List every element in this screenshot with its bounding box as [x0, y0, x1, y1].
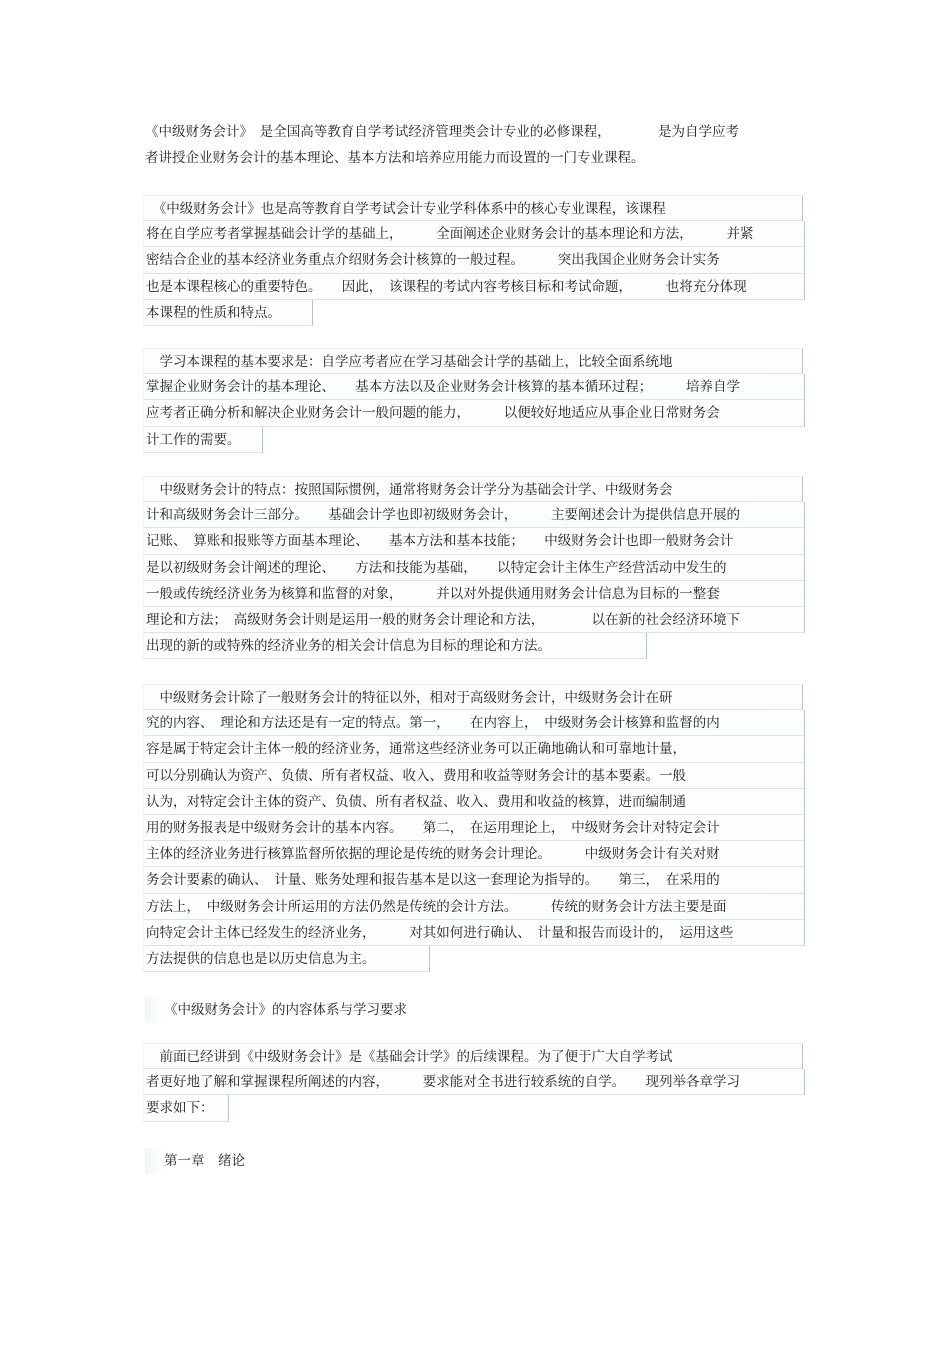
text-line: 本课程的性质和特点。 [143, 300, 313, 326]
text-line: 容是属于特定会计主体一般的经济业务，通常这些经济业务可以正确地确认和可靠地计量， [143, 736, 805, 762]
text-line: 向特定会计主体已经发生的经济业务， 对其如何进行确认、 计量和报告而设计的， 运用这些 [143, 920, 805, 946]
chapter-heading: 第一章 绪论 [145, 1148, 245, 1174]
text-line: 用的财务报表是中级财务会计的基本内容。 第二， 在运用理论上， 中级财务会计对特定会计 [143, 815, 805, 841]
paragraph-core-course [143, 195, 805, 326]
text-line: 要求如下： [143, 1095, 229, 1121]
text-line: 将在自学应考者掌握基础会计学的基础上， 全面阐述企业财务会计的基本理论和方法， 并紧 [143, 221, 805, 247]
text-line: 计工作的需要。 [143, 427, 263, 453]
intro-paragraph [145, 119, 805, 171]
text-line: 学习本课程的基本要求是：自学应考者应在学习基础会计学的基础上，比较全面系统地 [143, 348, 803, 374]
paragraph-basic-requirements [143, 348, 805, 453]
text-line: 出现的新的或特殊的经济业务的相关会计信息为目标的理论和方法。 [143, 633, 647, 659]
text-line: 认为，对特定会计主体的资产、负债、所有者权益、收入、费用和收益的核算，进而编制通 [143, 789, 805, 815]
text-line: 究的内容、 理论和方法还是有一定的特点。第一， 在内容上， 中级财务会计核算和监督的内 [143, 710, 805, 736]
text-line: 密结合企业的基本经济业务重点介绍财务会计核算的一般过程。 突出我国企业财务会计实务 [143, 247, 805, 273]
text-line: 也是本课程核心的重要特色。 因此， 该课程的考试内容考核目标和考试命题， 也将充分体现 [143, 274, 805, 300]
text-line: 理论和方法； 高级财务会计则是运用一般的财务会计理论和方法， 以在新的社会经济环境下 [143, 607, 805, 633]
paragraph-specifics [143, 684, 805, 972]
text-line: 中级财务会计除了一般财务会计的特征以外，相对于高级财务会计，中级财务会计在研 [143, 684, 803, 710]
text-line: 方法上， 中级财务会计所运用的方法仍然是传统的会计方法。 传统的财务会计方法主要是面 [143, 894, 805, 920]
text-line: 一般或传统经济业务为核算和监督的对象， 并以对外提供通用财务会计信息为目标的一整套 [143, 581, 805, 607]
text-line: 记账、 算账和报账等方面基本理论、 基本方法和基本技能； 中级财务会计也即一般财务会计 [143, 528, 805, 554]
text-line: 《中级财务会计》 是全国高等教育自学考试经济管理类会计专业的必修课程， 是为自学应考 [145, 124, 739, 140]
text-line: 中级财务会计的特点：按照国际惯例，通常将财务会计学分为基础会计学、中级财务会 [143, 476, 803, 502]
text-line: 者更好地了解和掌握课程所阐述的内容， 要求能对全书进行较系统的自学。 现列举各章学习 [143, 1069, 805, 1095]
section-heading-content-system: 《中级财务会计》的内容体系与学习要求 [145, 997, 407, 1023]
text-line: 可以分别确认为资产、负债、所有者权益、收入、费用和收益等财务会计的基本要素。一般 [143, 763, 805, 789]
text-line: 务会计要素的确认、 计量、账务处理和报告基本是以这一套理论为指导的。 第三， 在采用的 [143, 867, 805, 893]
text-line: 应考者正确分析和解决企业财务会计一般问题的能力， 以便较好地适应从事企业日常财务会 [143, 400, 805, 426]
text-line: 掌握企业财务会计的基本理论、 基本方法以及企业财务会计核算的基本循环过程； 培养自学 [143, 374, 805, 400]
text-line: 方法提供的信息也是以历史信息为主。 [143, 946, 430, 972]
text-line: 者讲授企业财务会计的基本理论、基本方法和培养应用能力而设置的一门专业课程。 [145, 150, 645, 166]
paragraph-learning-guide [143, 1043, 805, 1122]
text-line: 主体的经济业务进行核算监督所依据的理论是传统的财务会计理论。 中级财务会计有关对财 [143, 841, 805, 867]
text-line: 前面已经讲到《中级财务会计》是《基础会计学》的后续课程。为了便于广大自学考试 [143, 1043, 803, 1069]
text-line: 《中级财务会计》也是高等教育自学考试会计专业学科体系中的核心专业课程，该课程 [143, 195, 803, 221]
text-line: 是以初级财务会计阐述的理论、 方法和技能为基础， 以特定会计主体生产经营活动中发生的 [143, 555, 805, 581]
text-line: 计和高级财务会计三部分。 基础会计学也即初级财务会计， 主要阐述会计为提供信息开展的 [143, 502, 805, 528]
paragraph-characteristics [143, 476, 805, 659]
